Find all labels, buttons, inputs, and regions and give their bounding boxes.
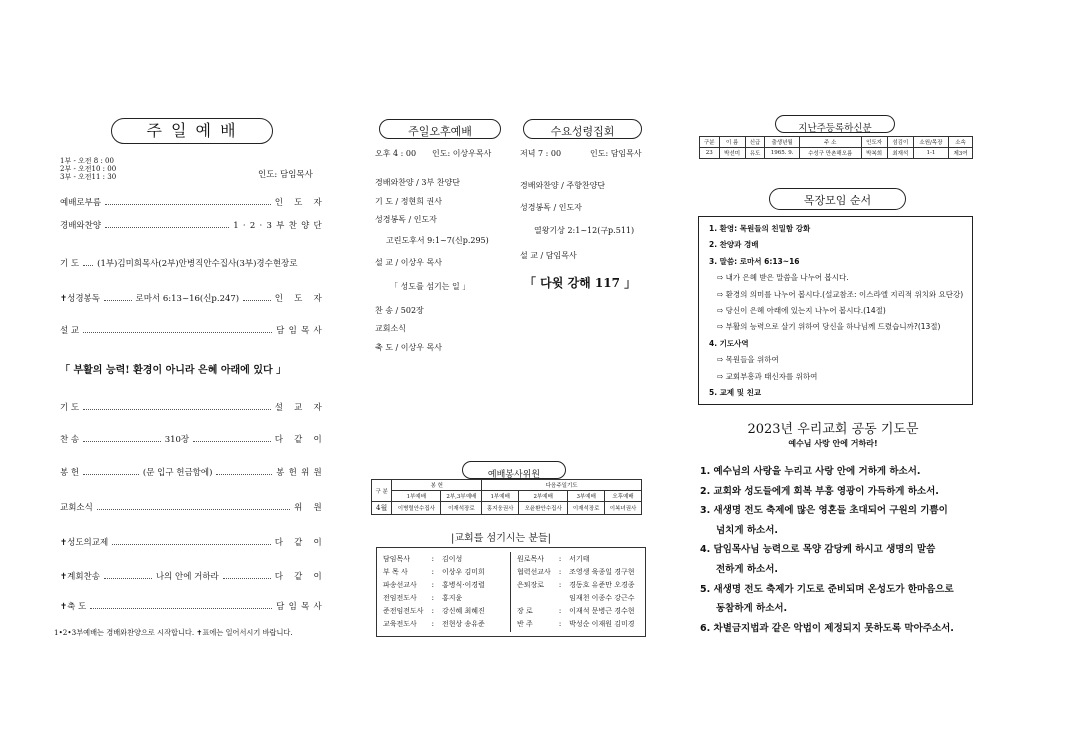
row-person: 인 도 자 <box>274 294 326 304</box>
cell-step: ⇨ 목원들을 위하여 <box>717 355 779 365</box>
newcomer-title: 지난주등록하신분 <box>798 123 872 134</box>
afternoon-title: 주일오후예배 <box>408 125 472 138</box>
prayer-item: 2. 교회와 성도들에게 회복 부흥 영광이 가득하게 하소서. <box>700 485 939 497</box>
afternoon-time: 오후 4 : 00 <box>375 149 417 158</box>
row-detail: (1부)김미희목사(2부)안병직안수집사(3부)경수현장로 <box>97 259 298 269</box>
row-item: 경배와찬양 <box>60 221 102 231</box>
row-item: 찬 송 <box>60 435 80 445</box>
worship-row <box>60 570 326 582</box>
worship-row <box>60 536 326 548</box>
cell-step: 3. 말씀: 로마서 6:13~16 <box>709 256 800 266</box>
worship-row <box>60 196 326 208</box>
service-table: 구 분 봉 헌 다음주일기도 1부예배 2부,3부예배 1부예배 2부예배 3부예배 오후예배 4월 이병렬안수집사 이재석장로 홍지웅권사 오윤환안수집사 이재석장로 이복녀권사 <box>371 479 642 515</box>
afternoon-title-box <box>379 119 501 139</box>
afternoon-line: 찬 송 / 502장 <box>375 306 424 315</box>
row-person: 설 교 자 <box>274 403 326 413</box>
row-person: 다 같 이 <box>274 572 326 582</box>
row-person: 위 원 <box>294 503 326 513</box>
servants-left: 담임목사 : 김이성 부 목 사 : 이상우 김미희 파송선교사 : 홍병식·이경렬 전임전도사 : 홍지윤 준전임전도사 : 강신혜 최혜진 교육전도사 : 전현상 송유준 <box>383 554 485 628</box>
worship-row <box>60 401 326 413</box>
newcomer-table: 구분 이 름 신급 출생년월 주 소 인도자 섬김이 소원/목장 소속 23 박선미 유도 1965. 9. 수성구 만촌해오름 박복희 최재석 1-1 제3여 <box>699 136 973 159</box>
row-person: 1·2·3부찬양단 <box>233 221 326 231</box>
prayer-item: 3. 새생명 전도 축제에 많은 영혼들 초대되어 구원의 기쁨이 <box>700 505 948 517</box>
col-prayer: 다음주일기도 <box>482 480 642 491</box>
wednesday-line: 열왕기상 2:1~12(구p.511) <box>534 226 635 235</box>
prayer-item: 1. 예수님의 사랑을 누리고 사랑 안에 거하게 하소서. <box>700 466 921 477</box>
service-title-box <box>462 461 566 479</box>
worship-leader: 인도: 담임목사 <box>258 170 313 180</box>
worship-title: 주 일 예 배 <box>146 121 238 140</box>
cell-step: 2. 찬양과 경배 <box>709 240 759 250</box>
newcomer-title-box <box>775 115 895 133</box>
service-title: 예배봉사위원 <box>487 470 541 480</box>
cell-title-box <box>769 188 906 210</box>
worship-row <box>60 292 326 304</box>
wednesday-line: 성경봉독 / 인도자 <box>520 203 582 212</box>
row-item: 예배로부름 <box>60 198 102 208</box>
row-detail: 나의 안에 거하라 <box>155 572 219 582</box>
prayer-item: 4. 담임목사님 능력으로 목양 감당케 하시고 생명의 말씀 <box>700 544 936 556</box>
afternoon-line: 성경봉독 / 인도자 <box>375 215 437 224</box>
servants-right: 원로목사 : 서기태 협력선교사 : 조영생 육종일 경구현 은퇴장로 : 경동호 유준만 오경종 임재천 이종수 강근수 장 로 : 이재석 문병근 경수현 반 주 : 박성순 이재원 김미경 <box>517 554 635 628</box>
row-item: 설 교 <box>60 326 80 336</box>
afternoon-line: 경배와찬양 / 3부 찬양단 <box>375 178 460 187</box>
row-person: 다 같 이 <box>274 435 327 445</box>
row-person: 담임목사 <box>276 602 326 612</box>
row-item: 기 도 <box>60 259 80 269</box>
row-person: 인 도 자 <box>274 198 326 208</box>
prayer-item: 전하게 하소서. <box>716 564 778 575</box>
row-item: ✝성도의교제 <box>60 538 109 548</box>
month-cell: 4월 <box>372 502 392 515</box>
wednesday-time: 저녁 7 : 00 <box>520 149 562 158</box>
cell-step: ⇨ 교회부흥과 태신자를 위하여 <box>717 371 818 381</box>
wednesday-sermon: 「 다윗 강해 117 」 <box>524 276 637 290</box>
row-detail: 310장 <box>164 435 190 445</box>
worship-title-box <box>111 118 273 144</box>
servants-box <box>376 547 646 637</box>
row-detail: (문 입구 헌금함에) <box>142 468 213 478</box>
row-item: ✝계회찬송 <box>60 572 100 582</box>
row-detail: 로마서 6:13~16(신p.247) <box>135 294 240 304</box>
col-category: 구 분 <box>372 480 392 502</box>
worship-row <box>60 466 326 478</box>
main-sermon-title: 「 부활의 능력! 환경이 아니라 은혜 아래에 있다 」 <box>60 365 287 376</box>
prayer-item: 6. 차별금지법과 같은 악법이 제정되지 못하도록 막아주소서. <box>700 622 954 634</box>
cell-step: ⇨ 부활의 능력으로 살기 위하여 당신을 하나님께 드렸습니까?(13절) <box>717 322 941 332</box>
prayer-subtitle: 예수님 사랑 안에 거하라! <box>788 439 878 448</box>
afternoon-line: 기 도 / 정현희 권사 <box>375 197 442 206</box>
afternoon-leader: 인도: 이상우목사 <box>432 149 492 158</box>
row-person: 다 같 이 <box>274 538 326 548</box>
servants-divider <box>510 552 511 632</box>
wednesday-line: 경배와찬양 / 주향찬양단 <box>520 181 606 190</box>
worship-row <box>60 219 326 231</box>
servants-title: |교회를 섬기시는 분들| <box>451 533 552 544</box>
row-person: 봉헌위원 <box>276 468 326 478</box>
cell-step: 4. 기도사역 <box>709 338 749 348</box>
prayer-item: 동참하게 하소서. <box>716 603 788 615</box>
afternoon-line: 설 교 / 이상우 목사 <box>375 258 442 267</box>
row-item: 교회소식 <box>60 503 93 513</box>
worship-row <box>60 324 326 336</box>
wednesday-line: 설 교 / 담임목사 <box>520 251 577 260</box>
cell-title: 목장모임 순서 <box>803 194 872 207</box>
worship-row <box>60 600 326 612</box>
row-item: 기 도 <box>60 403 80 413</box>
cell-step: 1. 환영: 목원들의 친밀함 강화 <box>709 224 811 233</box>
cell-box <box>698 216 973 405</box>
row-person: 담임목사 <box>276 326 326 336</box>
cell-step: ⇨ 내가 은혜 받은 말씀을 나누어 봅시다. <box>717 273 849 283</box>
afternoon-line: 「 성도를 섬기는 일 」 <box>390 282 471 291</box>
wednesday-title: 수요성령집회 <box>550 125 615 138</box>
afternoon-line: 고린도후서 9:1~7(신p.295) <box>386 236 489 245</box>
worship-footnote: 1•2•3부예배는 경배와찬양으로 시작합니다. ✝표에는 일어서시기 바랍니다. <box>54 628 293 637</box>
service-times: 1부 - 오전 8 : 00 2부 - 오전10 : 00 3부 - 오전11 : 30 <box>60 157 117 181</box>
afternoon-line: 교회소식 <box>375 324 406 333</box>
prayer-item: 5. 새생명 전도 축제가 기도로 준비되며 온성도가 한마음으로 <box>700 583 954 595</box>
cell-step: 5. 교제 및 친교 <box>709 388 762 397</box>
afternoon-line: 축 도 / 이상우 목사 <box>375 343 442 352</box>
worship-row <box>60 257 326 269</box>
cell-step: ⇨ 환경의 의미를 나누어 봅시다.(설교참조: 이스라엘 지리적 위치와 요단강) <box>717 289 964 299</box>
row-item: 봉 헌 <box>60 468 80 478</box>
prayer-title: 2023년 우리교회 공동 기도문 <box>747 422 919 437</box>
wednesday-leader: 인도: 담임목사 <box>590 149 642 158</box>
row-item: ✝성경봉독 <box>60 294 100 304</box>
cell-step: ⇨ 당신이 은혜 아래에 있는지 나누어 봅시다.(14절) <box>717 306 886 315</box>
col-offering: 봉 헌 <box>392 480 482 491</box>
worship-row <box>60 501 326 513</box>
prayer-item: 넘치게 하소서. <box>716 524 778 536</box>
wednesday-title-box <box>523 119 642 139</box>
worship-row <box>60 433 326 445</box>
row-item: ✝축 도 <box>60 602 87 612</box>
